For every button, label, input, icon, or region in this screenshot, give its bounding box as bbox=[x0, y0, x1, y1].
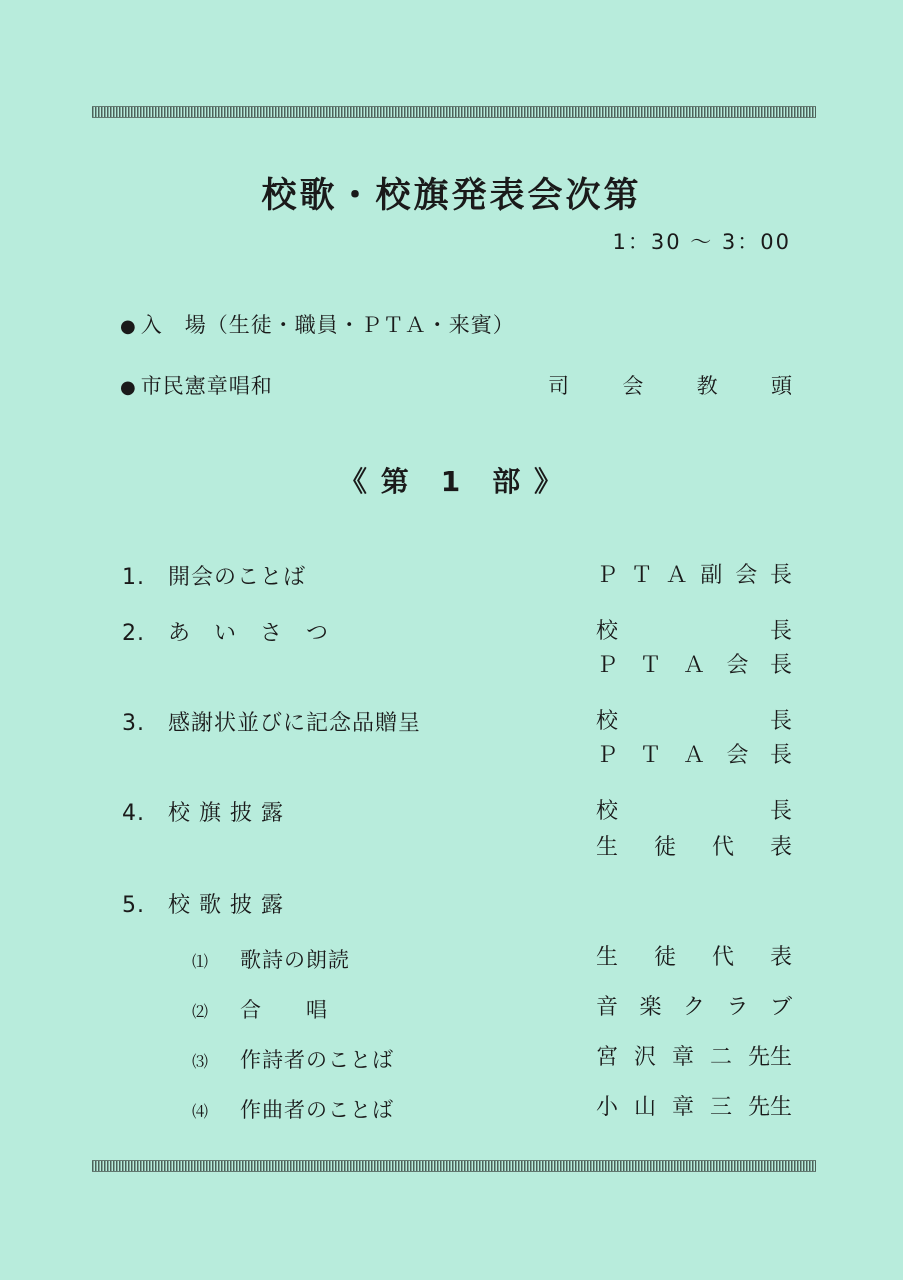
subitem-number: ⑶ bbox=[192, 1052, 210, 1071]
bullet-dot-icon: ● bbox=[120, 316, 137, 337]
item-number: 3. bbox=[122, 711, 145, 736]
item-role: 校 長 bbox=[596, 619, 792, 644]
subitem-text: 歌詩の朗読 bbox=[240, 948, 350, 972]
bullet-role-mc: 司 会 教 頭 bbox=[548, 374, 792, 398]
bottom-decorative-border bbox=[92, 1160, 816, 1172]
subitem-text: 作曲者のことば bbox=[240, 1098, 394, 1122]
subitem-number: ⑵ bbox=[192, 1002, 210, 1021]
item-text: 開会のことば bbox=[168, 565, 307, 590]
bullet-text: 入 場（生徒・職員・ＰＴＡ・来賓） bbox=[140, 313, 515, 337]
item-role: Ｐ Ｔ Ａ 副 会 長 bbox=[596, 563, 792, 588]
bullet-dot-icon: ● bbox=[120, 377, 137, 398]
bullet-charter-recitation bbox=[120, 370, 273, 400]
item-text: 校 旗 披 露 bbox=[168, 801, 284, 826]
subitem-role: 音 楽 ク ラ ブ bbox=[596, 995, 792, 1020]
program-item bbox=[122, 796, 284, 827]
program-item bbox=[122, 616, 329, 647]
program-subitem bbox=[192, 1094, 394, 1124]
subitem-role: 生 徒 代 表 bbox=[596, 945, 792, 970]
program-subitem bbox=[192, 944, 350, 974]
top-decorative-border bbox=[92, 106, 816, 118]
program-item bbox=[122, 888, 284, 919]
program-item bbox=[122, 560, 306, 591]
bullet-entrance bbox=[120, 309, 515, 339]
item-text: 感謝状並びに記念品贈呈 bbox=[168, 711, 422, 736]
item-role: Ｐ Ｔ Ａ 会 長 bbox=[596, 653, 792, 678]
item-role: 校 長 bbox=[596, 709, 792, 734]
item-number: 1. bbox=[122, 565, 145, 590]
item-number: 2. bbox=[122, 621, 145, 646]
subitem-text: 合 唱 bbox=[240, 998, 328, 1022]
item-number: 4. bbox=[122, 801, 145, 826]
item-text: あ い さ つ bbox=[168, 621, 330, 646]
page-title: 校歌・校旗発表会次第 bbox=[261, 176, 642, 216]
program-subitem bbox=[192, 1044, 394, 1074]
item-text: 校 歌 披 露 bbox=[168, 893, 284, 918]
item-role: Ｐ Ｔ Ａ 会 長 bbox=[596, 743, 792, 768]
subitem-number: ⑴ bbox=[192, 952, 210, 971]
program-item bbox=[122, 706, 421, 737]
subitem-role: 小 山 章 三 先生 bbox=[596, 1095, 792, 1120]
section-heading: 《 第 1 部 》 bbox=[339, 465, 564, 498]
program-subitem bbox=[192, 994, 328, 1024]
item-role: 生 徒 代 表 bbox=[596, 835, 792, 860]
subitem-role: 宮 沢 章 二 先生 bbox=[596, 1045, 792, 1070]
subitem-number: ⑷ bbox=[192, 1102, 210, 1121]
subitem-text: 作詩者のことば bbox=[240, 1048, 394, 1072]
item-number: 5. bbox=[122, 893, 145, 918]
bullet-text: 市民憲章唱和 bbox=[140, 374, 273, 398]
item-role: 校 長 bbox=[596, 799, 792, 824]
event-time: 1：30 ～ 3：00 bbox=[612, 230, 791, 254]
